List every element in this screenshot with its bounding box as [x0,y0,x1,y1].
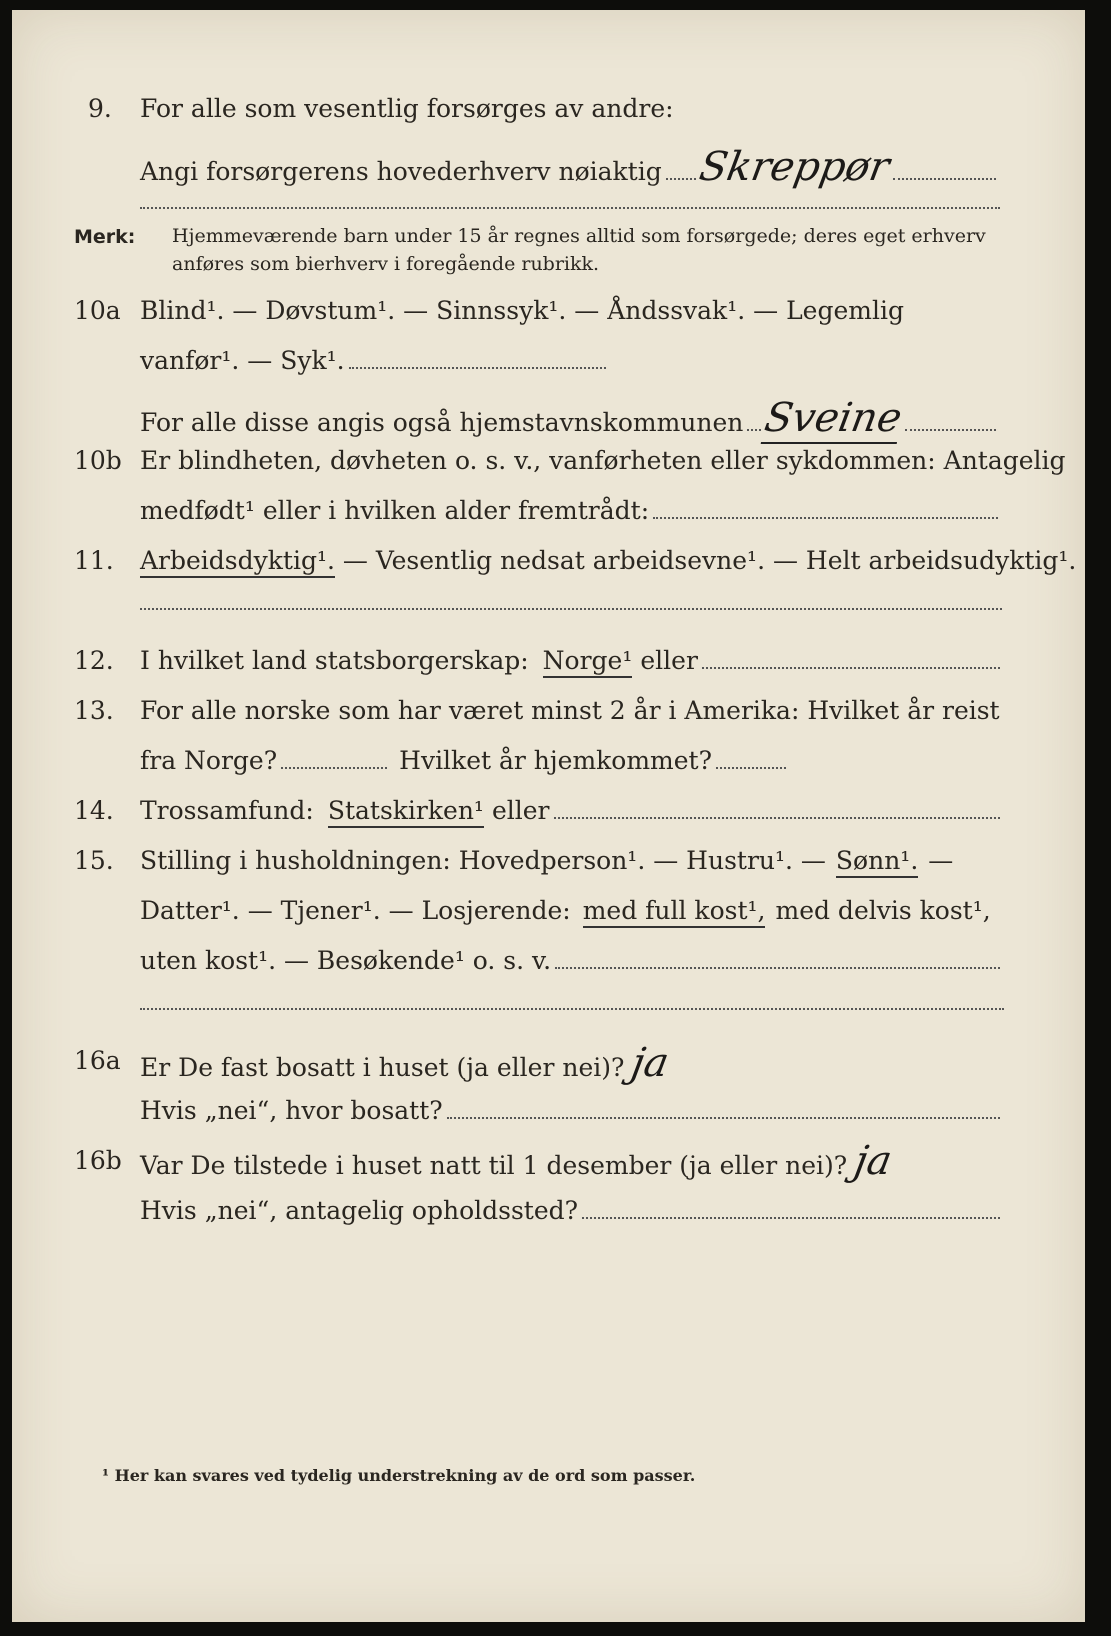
q11-line [140,546,1076,578]
q10a-line3 [140,395,1000,444]
q16a-text: Er De fast bosatt i huset (ja eller nei)? [140,1053,625,1082]
q16a-handwritten-answer[interactable]: ja [628,1040,673,1086]
q9-line2 [140,144,1000,190]
q15-line2-delvis: med delvis kost¹, [775,896,991,925]
q9-extra-line [140,207,1000,209]
q16a-line2 [140,1096,1004,1125]
q10b-line1: Er blindheten, døvheten o. s. v., vanførheten eller sykdommen: Antagelig [140,446,1066,475]
q15-line1 [140,846,953,878]
q13-line2 [140,746,790,775]
q13-hjemkommet-prompt: Hvilket år hjemkommet? [399,746,713,775]
q10a-handwritten-answer[interactable]: Sveine [761,395,906,444]
q10a-number: 10a [74,296,121,325]
q10a-line2 [140,346,610,375]
q12-line [140,646,1004,678]
q16b-number: 16b [74,1146,122,1175]
q10a-line3-text: For alle disse angis også hjemstavnskommunen [140,408,744,437]
q14-option-statskirken[interactable]: Statskirken¹ [328,796,484,828]
q15-option-sonn[interactable]: Sønn¹. [836,846,918,878]
q12-tail: eller [640,646,698,675]
q12-text: I hvilket land statsborgerskap: [140,646,529,675]
q14-line [140,796,1004,828]
q16b-line2-text: Hvis „nei“, antagelig opholdssted? [140,1196,579,1225]
q9-handwritten-answer[interactable]: Skreppør [695,144,893,190]
q16a-line1 [140,1040,673,1086]
q15-line1-dash: — [928,846,954,875]
q12-option-norge[interactable]: Norge¹ [543,646,633,678]
q15-line3 [140,946,1004,975]
q13-reist-prompt: fra Norge? [140,746,278,775]
q11-rest: — Vesentlig nedsat arbeidsevne¹. — Helt arbeidsudyktig¹. [342,546,1077,575]
q13-line1: For alle norske som har været minst 2 år i Amerika: Hvilket år reist [140,696,1000,725]
note-line1: Hjemmeværende barn under 15 år regnes alltid som forsørgede; deres eget erhverv [172,225,986,247]
q11-number: 11. [74,546,114,575]
q16b-line1 [140,1138,896,1184]
q10a-line1: Blind¹. — Døvstum¹. — Sinnssyk¹. — Åndssvak¹. — Legemlig [140,296,904,325]
note-label: Merk: [74,226,136,248]
q12-number: 12. [74,646,114,675]
note-line2: anføres som bierhverv i foregående rubrikk. [172,253,600,275]
q10a-line2-text: vanfør¹. — Syk¹. [140,346,345,375]
q15-option-full-kost[interactable]: med full kost¹, [583,896,766,928]
q11-extra-line [140,608,1002,610]
q15-number: 15. [74,846,114,875]
q14-text: Trossamfund: [140,796,314,825]
q15-line2-text: Datter¹. — Tjener¹. — Losjerende: [140,896,571,925]
q9-text: For alle som vesentlig forsørges av andre: [140,94,674,123]
q9-number: 9. [88,94,112,123]
q16a-number: 16a [74,1046,121,1075]
q15-line1-text: Stilling i husholdningen: Hovedperson¹. — Hustru¹. — [140,846,826,875]
q10b-number: 10b [74,446,122,475]
q16b-line2 [140,1196,1004,1225]
q15-extra-line [140,1008,1004,1010]
census-form-page [12,10,1085,1622]
q10b-line2 [140,496,1002,525]
q14-tail: eller [491,796,550,825]
q9-prompt: Angi forsørgerens hovederhverv nøiaktig [140,157,662,186]
q16b-handwritten-answer[interactable]: ja [851,1138,896,1184]
q15-line2 [140,896,991,928]
q14-number: 14. [74,796,114,825]
q13-number: 13. [74,696,114,725]
q15-line3-text: uten kost¹. — Besøkende¹ o. s. v. [140,946,552,975]
q10b-line2-text: medfødt¹ eller i hvilken alder fremtrådt: [140,496,650,525]
q16b-text: Var De tilstede i huset natt til 1 desember (ja eller nei)? [140,1151,848,1180]
q11-option-arbeidsdyktig[interactable]: Arbeidsdyktig¹. [140,546,335,578]
footnote: ¹ Her kan svares ved tydelig understrekning av de ord som passer. [102,1466,696,1485]
q16a-line2-text: Hvis „nei“, hvor bosatt? [140,1096,443,1125]
